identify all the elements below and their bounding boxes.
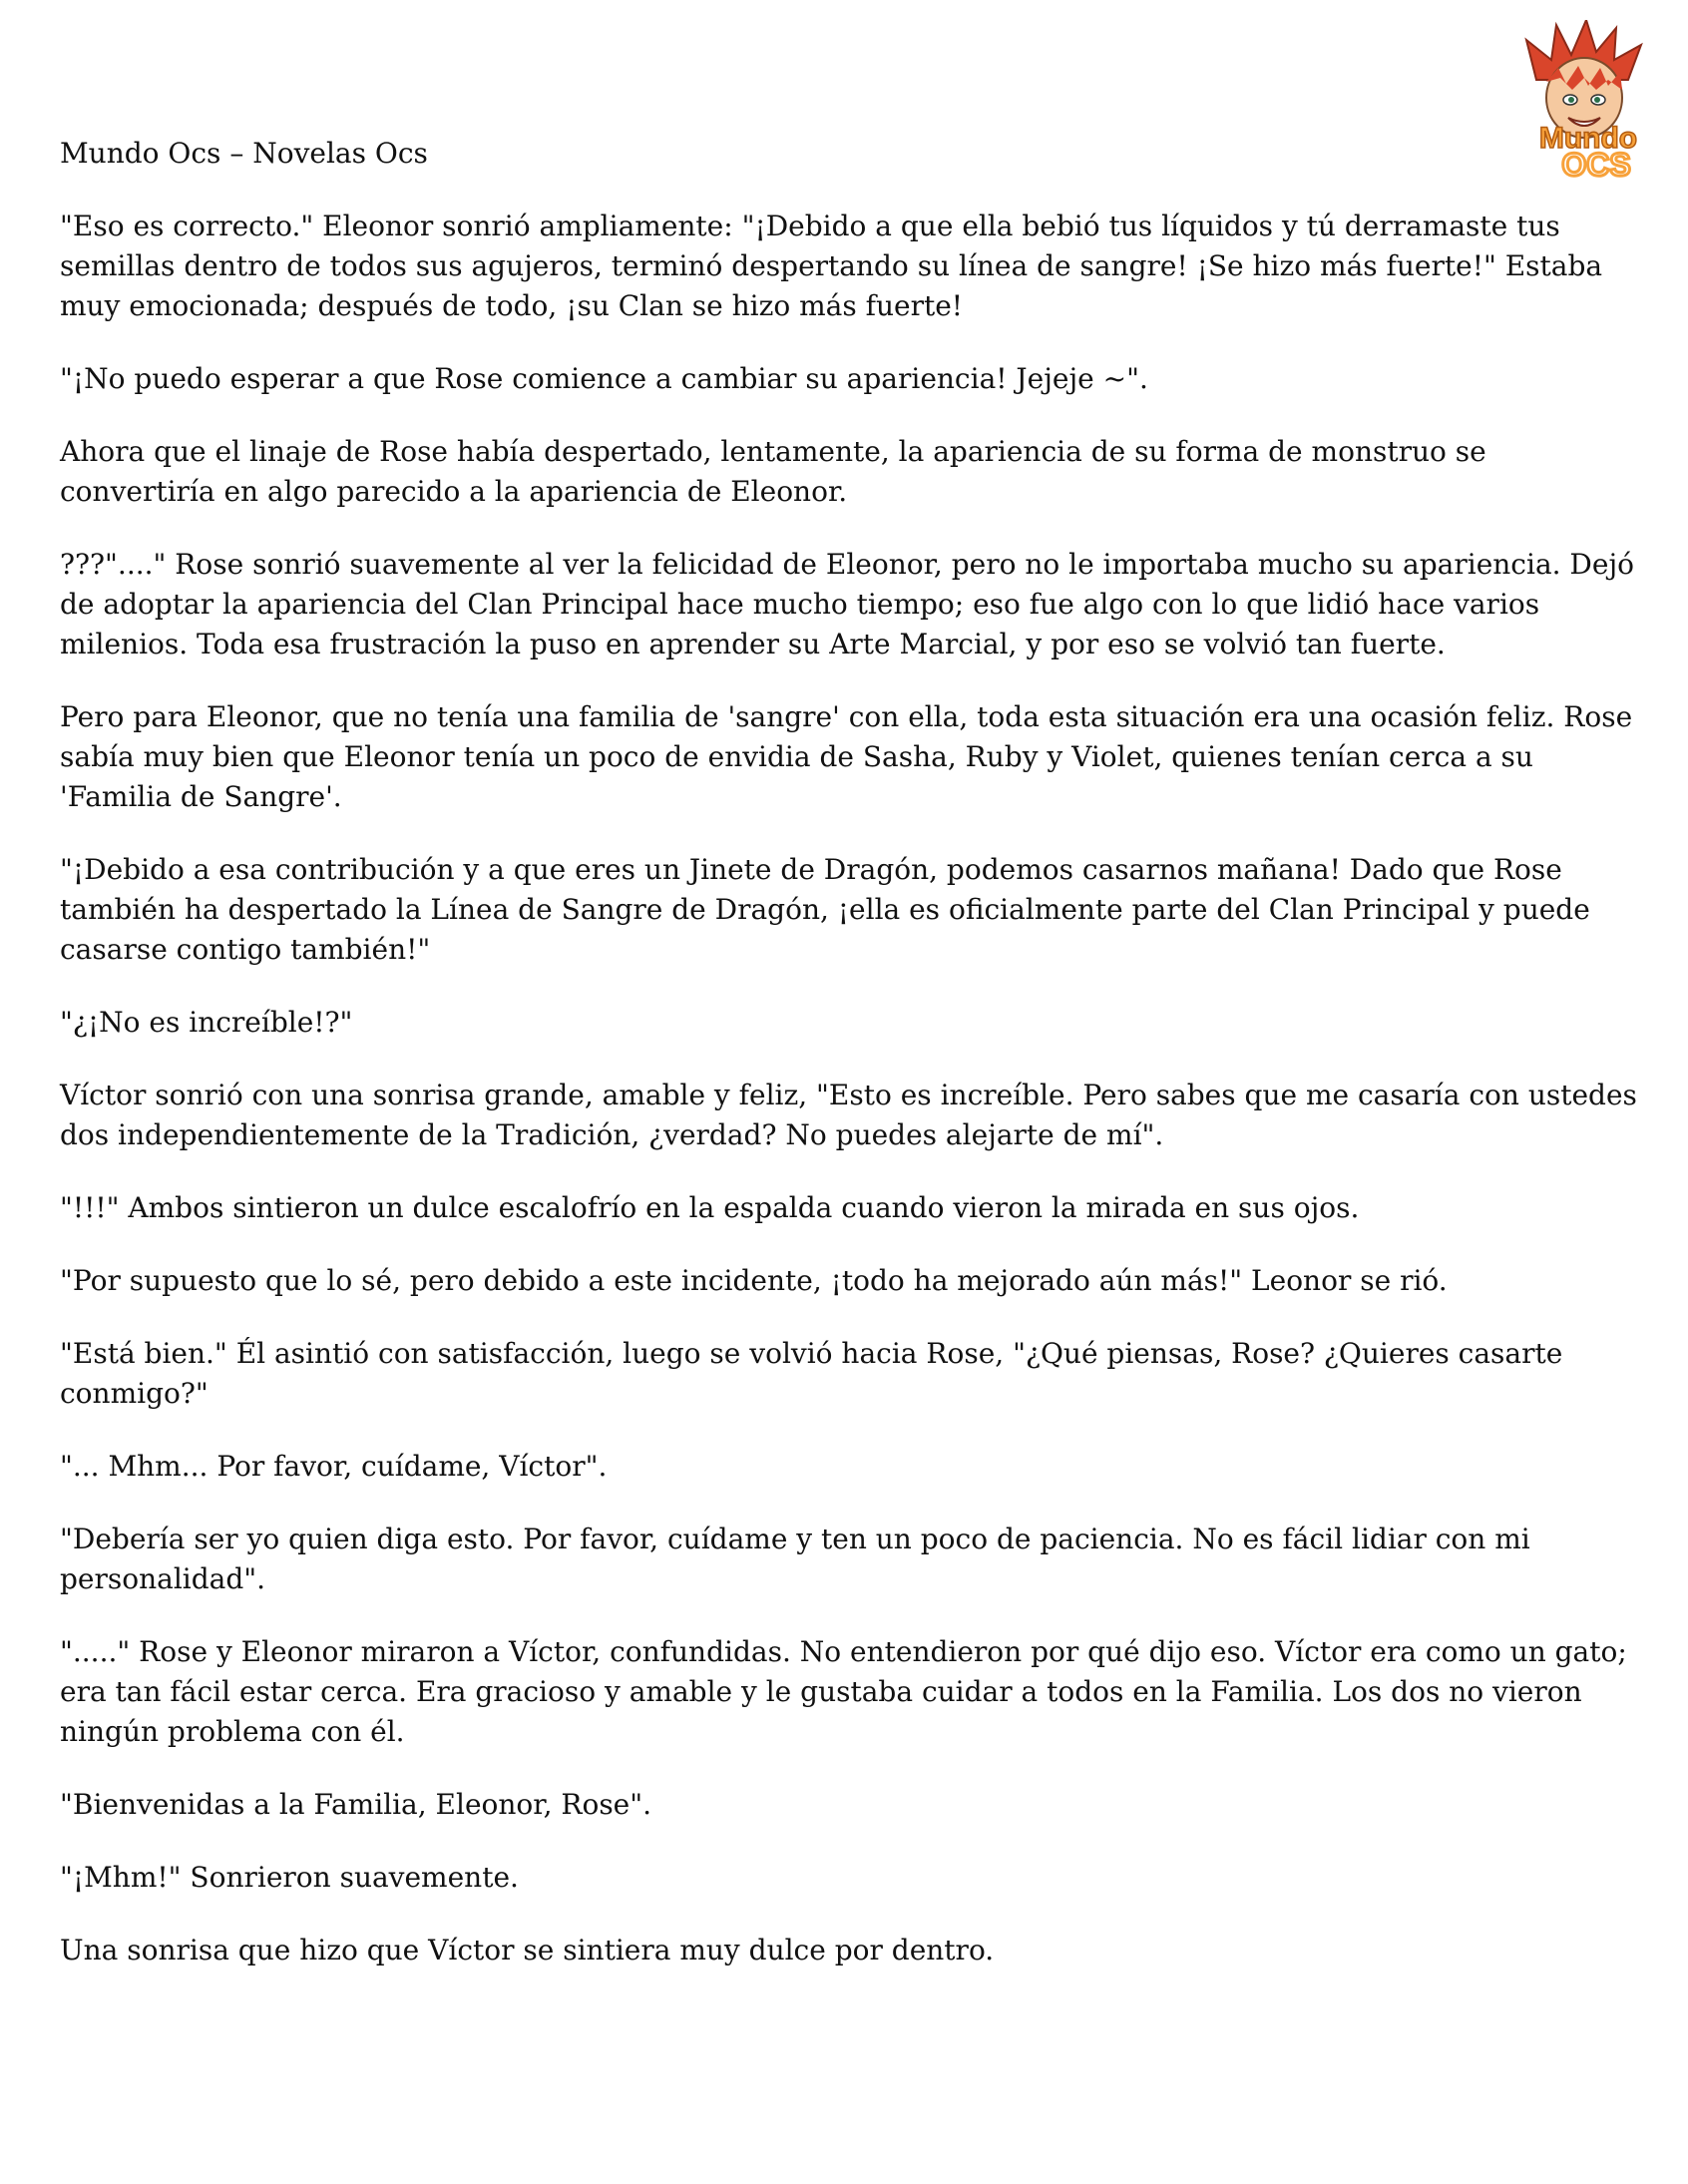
paragraph: "¿¡No es increíble!?" [60,1006,353,1039]
paragraph: Una sonrisa que hizo que Víctor se sintiera muy dulce por dentro. [60,1934,995,1966]
paragraph: "... Mhm... Por favor, cuídame, Víctor". [60,1450,608,1483]
mundo-ocs-logo [1496,20,1676,180]
paragraph: "¡No puedo esperar a que Rose comience a cambiar su apariencia! Jejeje ~". [60,362,1148,395]
paragraph: "!!!" Ambos sintieron un dulce escalofrío en la espalda cuando vieron la mirada en sus ojos. [60,1191,1360,1224]
paragraph: "....." Rose y Eleonor miraron a Víctor, confundidas. No entendieron por qué dijo eso. Víctor era como un gato; era tan fácil estar cerca. Era gracioso y amable y le gustaba cuidar a todos en la Familia. Los dos no vieron ningún problema con él. [60,1635,1627,1748]
paragraph: "Por supuesto que lo sé, pero debido a este incidente, ¡todo ha mejorado aún más!" Leonor se rió. [60,1264,1448,1297]
paragraph: "¡Mhm!" Sonrieron suavemente. [60,1861,519,1894]
paragraph: "¡Debido a esa contribución y a que eres un Jinete de Dragón, podemos casarnos mañana! Dado que Rose también ha despertado la Línea de Sangre de Dragón, ¡ella es oficialmente parte del Clan Principal y puede casarse contigo también!" [60,853,1590,966]
paragraph: ???"...." Rose sonrió suavemente al ver la felicidad de Eleonor, pero no le importaba mucho su apariencia. Dejó de adoptar la apariencia del Clan Principal hace mucho tiempo; eso fue algo con lo que lidió hace varios milenios. Toda esa frustración la puso en aprender su Arte Marcial, y por eso se volvió tan fuerte. [60,548,1634,660]
paragraph: Ahora que el linaje de Rose había despertado, lentamente, la apariencia de su forma de monstruo se convertiría en algo parecido a la apariencia de Eleonor. [60,435,1486,508]
document-body [60,207,1648,2003]
paragraph: "Está bien." Él asintió con satisfacción, luego se volvió hacia Rose, "¿Qué piensas, Rose? ¿Quieres casarte conmigo?" [60,1337,1563,1410]
site-title: Mundo Ocs – Novelas Ocs [60,137,428,170]
paragraph: "Eso es correcto." Eleonor sonrió ampliamente: "¡Debido a que ella bebió tus líquidos y tú derramaste tus semillas dentro de todos sus agujeros, terminó despertando su línea de sangre! ¡Se hizo más fuerte!" Estaba muy emocionada; después de todo, ¡su Clan se hizo más fuerte! [60,210,1603,322]
svg-text:OCS: OCS [1561,147,1631,180]
svg-text:Mundo: Mundo [1538,122,1638,155]
paragraph: "Bienvenidas a la Familia, Eleonor, Rose". [60,1788,652,1821]
paragraph: "Debería ser yo quien diga esto. Por favor, cuídame y ten un poco de paciencia. No es fácil lidiar con mi personalidad". [60,1523,1530,1595]
paragraph: Pero para Eleonor, que no tenía una familia de 'sangre' con ella, toda esta situación era una ocasión feliz. Rose sabía muy bien que Eleonor tenía un poco de envidia de Sasha, Ruby y Violet, quienes tenían cerca a su 'Familia de Sangre'. [60,700,1633,813]
paragraph: Víctor sonrió con una sonrisa grande, amable y feliz, "Esto es increíble. Pero sabes que me casaría con ustedes dos independientemente de la Tradición, ¿verdad? No puedes alejarte de mí". [60,1079,1637,1151]
